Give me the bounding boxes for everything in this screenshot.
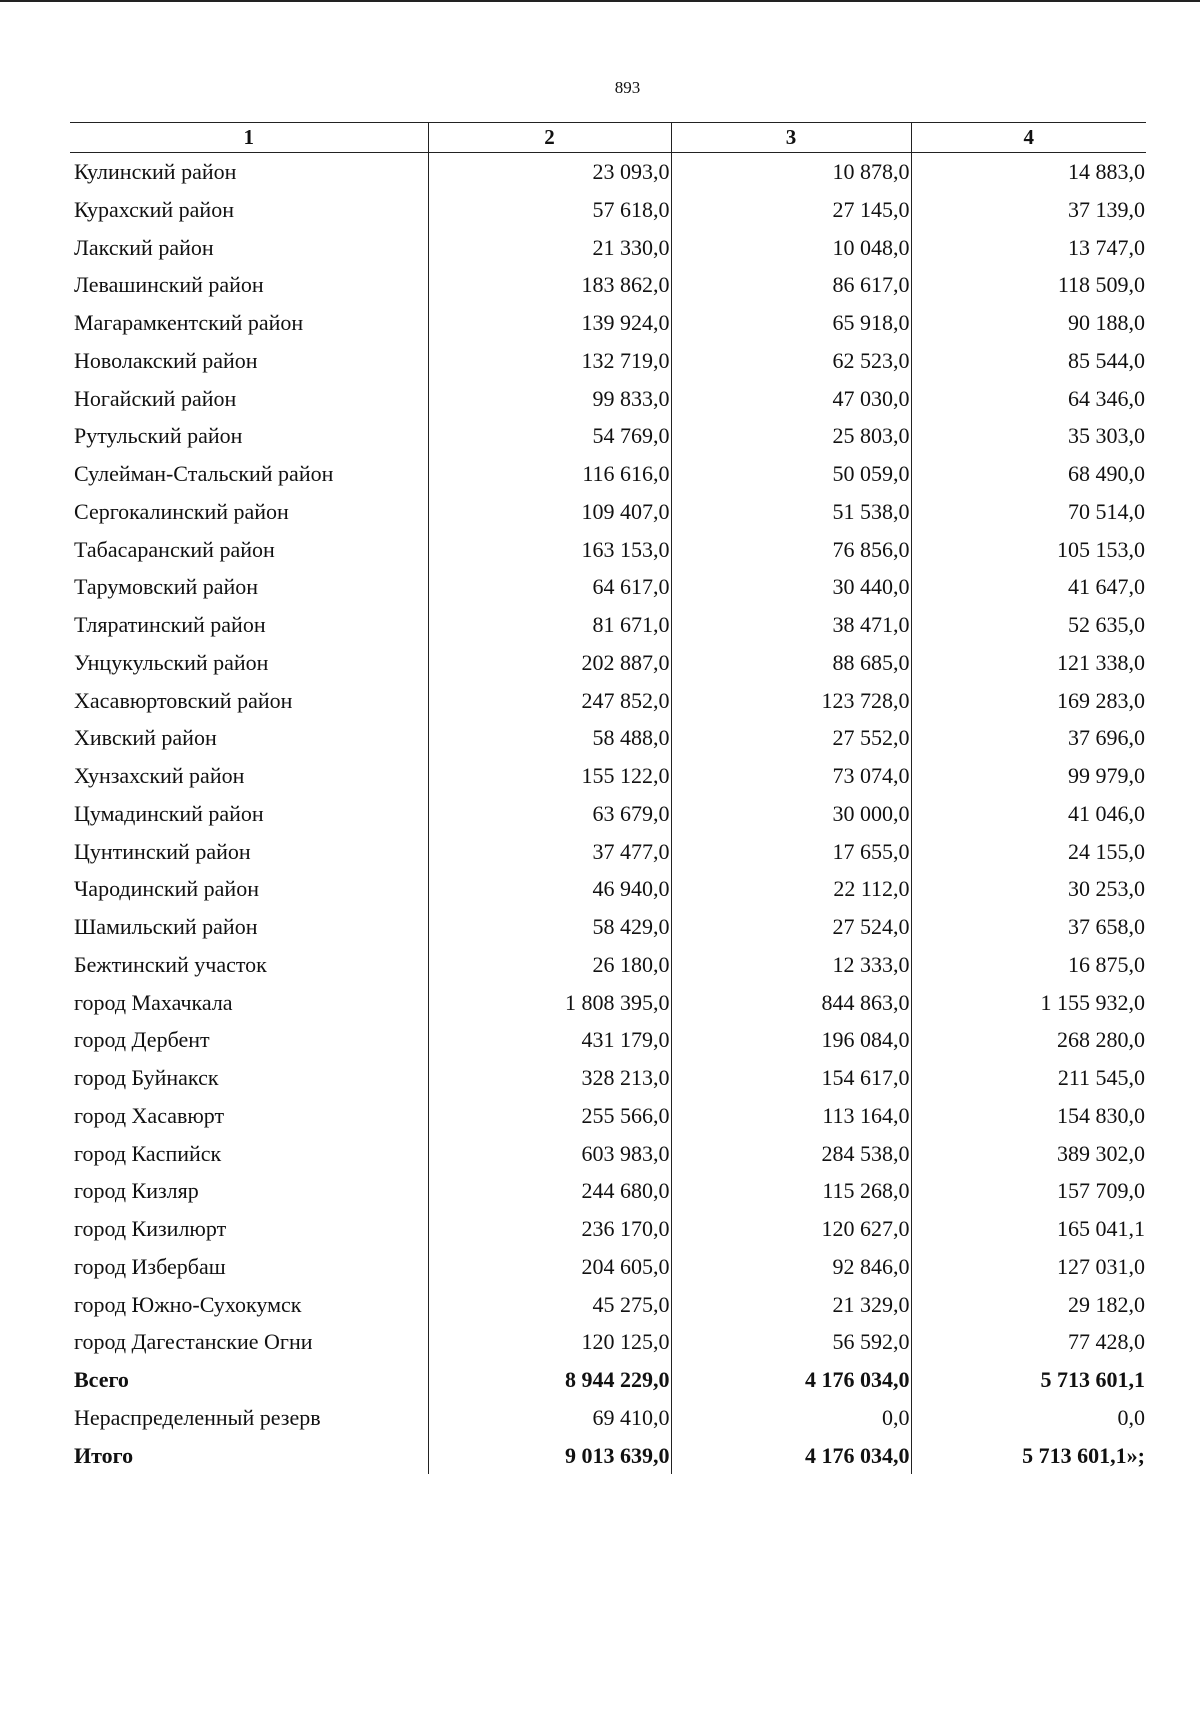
column-3-value: 30 000,0: [671, 795, 911, 833]
table-row: [70, 757, 1146, 795]
column-3-value: 10 048,0: [671, 229, 911, 267]
table-row: [70, 908, 1146, 946]
page-number: 893: [614, 78, 641, 97]
column-2-value: 120 125,0: [428, 1323, 671, 1361]
table-row: [70, 304, 1146, 342]
row-name-cell: Левашинский район: [74, 272, 264, 298]
table-row: [70, 946, 1146, 984]
column-4-value: 29 182,0: [911, 1286, 1146, 1324]
column-3-value: 27 552,0: [671, 719, 911, 757]
row-name-cell: город Кизилюрт: [74, 1216, 227, 1241]
table-row: [70, 1323, 1146, 1361]
column-2-value: 58 488,0: [428, 719, 671, 757]
table-row: [70, 342, 1146, 380]
column-3-value: 30 440,0: [671, 568, 911, 606]
column-2-value: 183 862,0: [428, 266, 671, 304]
column-3-value: 123 728,0: [671, 682, 911, 720]
column-2-value: 46 940,0: [428, 870, 671, 908]
table-row: [70, 1135, 1146, 1173]
column-4-value: 16 875,0: [911, 946, 1146, 984]
column-3-value: 47 030,0: [671, 380, 911, 418]
row-name-cell: Хивский район: [74, 725, 217, 751]
row-name-cell: Магарамкентский район: [74, 310, 304, 335]
row-name-cell: город Избербаш: [74, 1253, 226, 1279]
row-name-cell: город Кизляр: [74, 1178, 199, 1204]
table-row: [70, 1286, 1146, 1324]
column-2-value: 64 617,0: [428, 568, 671, 606]
table-row: [70, 568, 1146, 606]
column-3-value: 65 918,0: [671, 304, 911, 342]
column-4-value: 52 635,0: [911, 606, 1146, 644]
column-4-value: 24 155,0: [911, 833, 1146, 871]
column-4-value: 37 696,0: [911, 719, 1146, 757]
column-3-value: 50 059,0: [671, 455, 911, 493]
row-name-cell: город Южно-Сухокумск: [74, 1291, 302, 1317]
column-2-value: 139 924,0: [428, 304, 671, 342]
column-3-value: 62 523,0: [671, 342, 911, 380]
row-name-cell: Кулинский район: [74, 159, 237, 184]
column-2-value: 26 180,0: [428, 946, 671, 984]
table-row: [70, 1021, 1146, 1059]
header-row: [70, 123, 1146, 153]
table-row: [70, 833, 1146, 871]
column-3-value: 284 538,0: [671, 1135, 911, 1173]
table-row: [70, 1172, 1146, 1210]
table-body: [70, 153, 1146, 1475]
column-3-value: 88 685,0: [671, 644, 911, 682]
column-2-value: 57 618,0: [428, 191, 671, 229]
column-3-value: 115 268,0: [671, 1172, 911, 1210]
row-name-cell: Чародинский район: [74, 876, 259, 902]
table-row: [70, 1399, 1146, 1437]
column-4-value: 121 338,0: [911, 644, 1146, 682]
column-3-value: 56 592,0: [671, 1323, 911, 1361]
table-row: [70, 191, 1146, 229]
column-3-value: 27 524,0: [671, 908, 911, 946]
row-name-cell: Хасавюртовский район: [74, 687, 293, 713]
column-3-value: 73 074,0: [671, 757, 911, 795]
column-header-3: 3: [671, 123, 911, 153]
column-2-value: 132 719,0: [428, 342, 671, 380]
column-3-value: 25 803,0: [671, 417, 911, 455]
row-name-cell: Тляратинский район: [74, 612, 266, 637]
table-row: [70, 531, 1146, 569]
row-name-cell: Сергокалинский район: [74, 498, 289, 524]
table-row: [70, 1361, 1146, 1399]
column-header-4: 4: [911, 123, 1146, 153]
column-3-value: 196 084,0: [671, 1021, 911, 1059]
table-row: [70, 229, 1146, 267]
column-4-value: 37 139,0: [911, 191, 1146, 229]
column-4-value: 14 883,0: [911, 153, 1146, 191]
column-4-value: 85 544,0: [911, 342, 1146, 380]
table-row: [70, 606, 1146, 644]
table-row: [70, 1248, 1146, 1286]
column-3-value: 21 329,0: [671, 1286, 911, 1324]
row-name-cell: город Махачкала: [74, 989, 233, 1015]
column-4-value: 37 658,0: [911, 908, 1146, 946]
table-row: [70, 1210, 1146, 1248]
column-2-value: 255 566,0: [428, 1097, 671, 1135]
column-3-value: 38 471,0: [671, 606, 911, 644]
column-3-value: 4 176 034,0: [671, 1437, 911, 1475]
table-row: [70, 417, 1146, 455]
row-name-cell: город Каспийск: [74, 1140, 222, 1166]
budget-distribution-table: [70, 122, 1146, 1474]
table-row: [70, 1097, 1146, 1135]
column-2-value: 1 808 395,0: [428, 984, 671, 1022]
column-2-value: 54 769,0: [428, 417, 671, 455]
row-name-cell: Нераспределенный резерв: [74, 1404, 321, 1430]
column-2-value: 109 407,0: [428, 493, 671, 531]
column-4-value: 64 346,0: [911, 380, 1146, 418]
column-2-value: 8 944 229,0: [428, 1361, 671, 1399]
column-2-value: 58 429,0: [428, 908, 671, 946]
row-name-cell: Курахский район: [74, 196, 234, 222]
column-4-value: 268 280,0: [911, 1021, 1146, 1059]
column-3-value: 113 164,0: [671, 1097, 911, 1135]
column-2-value: 23 093,0: [428, 153, 671, 191]
column-3-value: 0,0: [671, 1399, 911, 1437]
row-name-cell: Унцукульский район: [74, 649, 269, 675]
row-name-cell: Цумадинский район: [74, 800, 264, 826]
column-4-value: 165 041,1: [911, 1210, 1146, 1248]
row-name-cell: Шамильский район: [74, 914, 258, 939]
table-row: [70, 380, 1146, 418]
row-name-cell: Лакский район: [74, 234, 214, 260]
table-row: [70, 493, 1146, 531]
column-3-value: 86 617,0: [671, 266, 911, 304]
top-edge-rule: [0, 0, 1200, 2]
column-4-value: 30 253,0: [911, 870, 1146, 908]
column-3-value: 27 145,0: [671, 191, 911, 229]
column-4-value: 68 490,0: [911, 455, 1146, 493]
column-4-value: 1 155 932,0: [911, 984, 1146, 1022]
column-3-value: 51 538,0: [671, 493, 911, 531]
column-header-1: 1: [70, 123, 428, 153]
table-row: [70, 870, 1146, 908]
row-name-cell: Сулейман-Стальский район: [74, 461, 334, 486]
column-4-value: 105 153,0: [911, 531, 1146, 569]
column-2-value: 163 153,0: [428, 531, 671, 569]
row-name-cell: Табасаранский район: [74, 536, 275, 562]
column-4-value: 0,0: [911, 1399, 1146, 1437]
column-4-value: 118 509,0: [911, 266, 1146, 304]
column-2-value: 116 616,0: [428, 455, 671, 493]
column-3-value: 120 627,0: [671, 1210, 911, 1248]
row-name-cell: Ногайский район: [74, 385, 237, 411]
column-3-value: 4 176 034,0: [671, 1361, 911, 1399]
column-2-value: 37 477,0: [428, 833, 671, 871]
row-name-cell: Новолакский район: [74, 347, 258, 373]
column-2-value: 63 679,0: [428, 795, 671, 833]
row-name-cell: Цунтинский район: [74, 838, 251, 864]
column-4-value: 90 188,0: [911, 304, 1146, 342]
row-name-cell: Тарумовский район: [74, 574, 259, 600]
column-3-value: 92 846,0: [671, 1248, 911, 1286]
table-row: [70, 644, 1146, 682]
row-name-cell: город Дербент: [74, 1027, 210, 1053]
table-header: [70, 123, 1146, 153]
column-3-value: 10 878,0: [671, 153, 911, 191]
column-4-value: 13 747,0: [911, 229, 1146, 267]
column-4-value: 169 283,0: [911, 682, 1146, 720]
column-2-value: 431 179,0: [428, 1021, 671, 1059]
row-name-cell: Итого: [74, 1442, 134, 1468]
column-3-value: 12 333,0: [671, 946, 911, 984]
column-4-value: 77 428,0: [911, 1323, 1146, 1361]
column-4-value: 70 514,0: [911, 493, 1146, 531]
table-row: [70, 1059, 1146, 1097]
column-3-value: 22 112,0: [671, 870, 911, 908]
table-row: [70, 1437, 1146, 1475]
column-2-value: 202 887,0: [428, 644, 671, 682]
row-name-cell: Бежтинский участок: [74, 951, 267, 977]
column-2-value: 204 605,0: [428, 1248, 671, 1286]
column-2-value: 9 013 639,0: [428, 1437, 671, 1475]
table-row: [70, 455, 1146, 493]
table-row: [70, 795, 1146, 833]
column-4-value: 41 647,0: [911, 568, 1146, 606]
table-row: [70, 682, 1146, 720]
row-name-cell: Рутульский район: [74, 423, 243, 449]
column-2-value: 328 213,0: [428, 1059, 671, 1097]
column-2-value: 236 170,0: [428, 1210, 671, 1248]
column-2-value: 155 122,0: [428, 757, 671, 795]
column-4-value: 5 713 601,1»;: [911, 1437, 1146, 1475]
column-2-value: 99 833,0: [428, 380, 671, 418]
column-header-2: 2: [428, 123, 671, 153]
column-2-value: 45 275,0: [428, 1286, 671, 1324]
column-3-value: 76 856,0: [671, 531, 911, 569]
row-name-cell: город Дагестанские Огни: [74, 1329, 313, 1355]
row-name-cell: Всего: [74, 1367, 129, 1392]
table-row: [70, 153, 1146, 191]
column-4-value: 127 031,0: [911, 1248, 1146, 1286]
column-2-value: 81 671,0: [428, 606, 671, 644]
column-2-value: 69 410,0: [428, 1399, 671, 1437]
row-name-cell: Хунзахский район: [74, 763, 245, 788]
column-3-value: 17 655,0: [671, 833, 911, 871]
column-2-value: 244 680,0: [428, 1172, 671, 1210]
table-row: [70, 266, 1146, 304]
row-name-cell: город Буйнакск: [74, 1065, 219, 1090]
column-4-value: 99 979,0: [911, 757, 1146, 795]
column-2-value: 603 983,0: [428, 1135, 671, 1173]
column-2-value: 247 852,0: [428, 682, 671, 720]
row-name-cell: город Хасавюрт: [74, 1102, 225, 1128]
column-4-value: 35 303,0: [911, 417, 1146, 455]
table-row: [70, 984, 1146, 1022]
column-4-value: 154 830,0: [911, 1097, 1146, 1135]
column-3-value: 154 617,0: [671, 1059, 911, 1097]
column-2-value: 21 330,0: [428, 229, 671, 267]
column-4-value: 5 713 601,1: [911, 1361, 1146, 1399]
table-row: [70, 719, 1146, 757]
column-3-value: 844 863,0: [671, 984, 911, 1022]
column-4-value: 211 545,0: [911, 1059, 1146, 1097]
column-4-value: 157 709,0: [911, 1172, 1146, 1210]
column-4-value: 389 302,0: [911, 1135, 1146, 1173]
column-4-value: 41 046,0: [911, 795, 1146, 833]
